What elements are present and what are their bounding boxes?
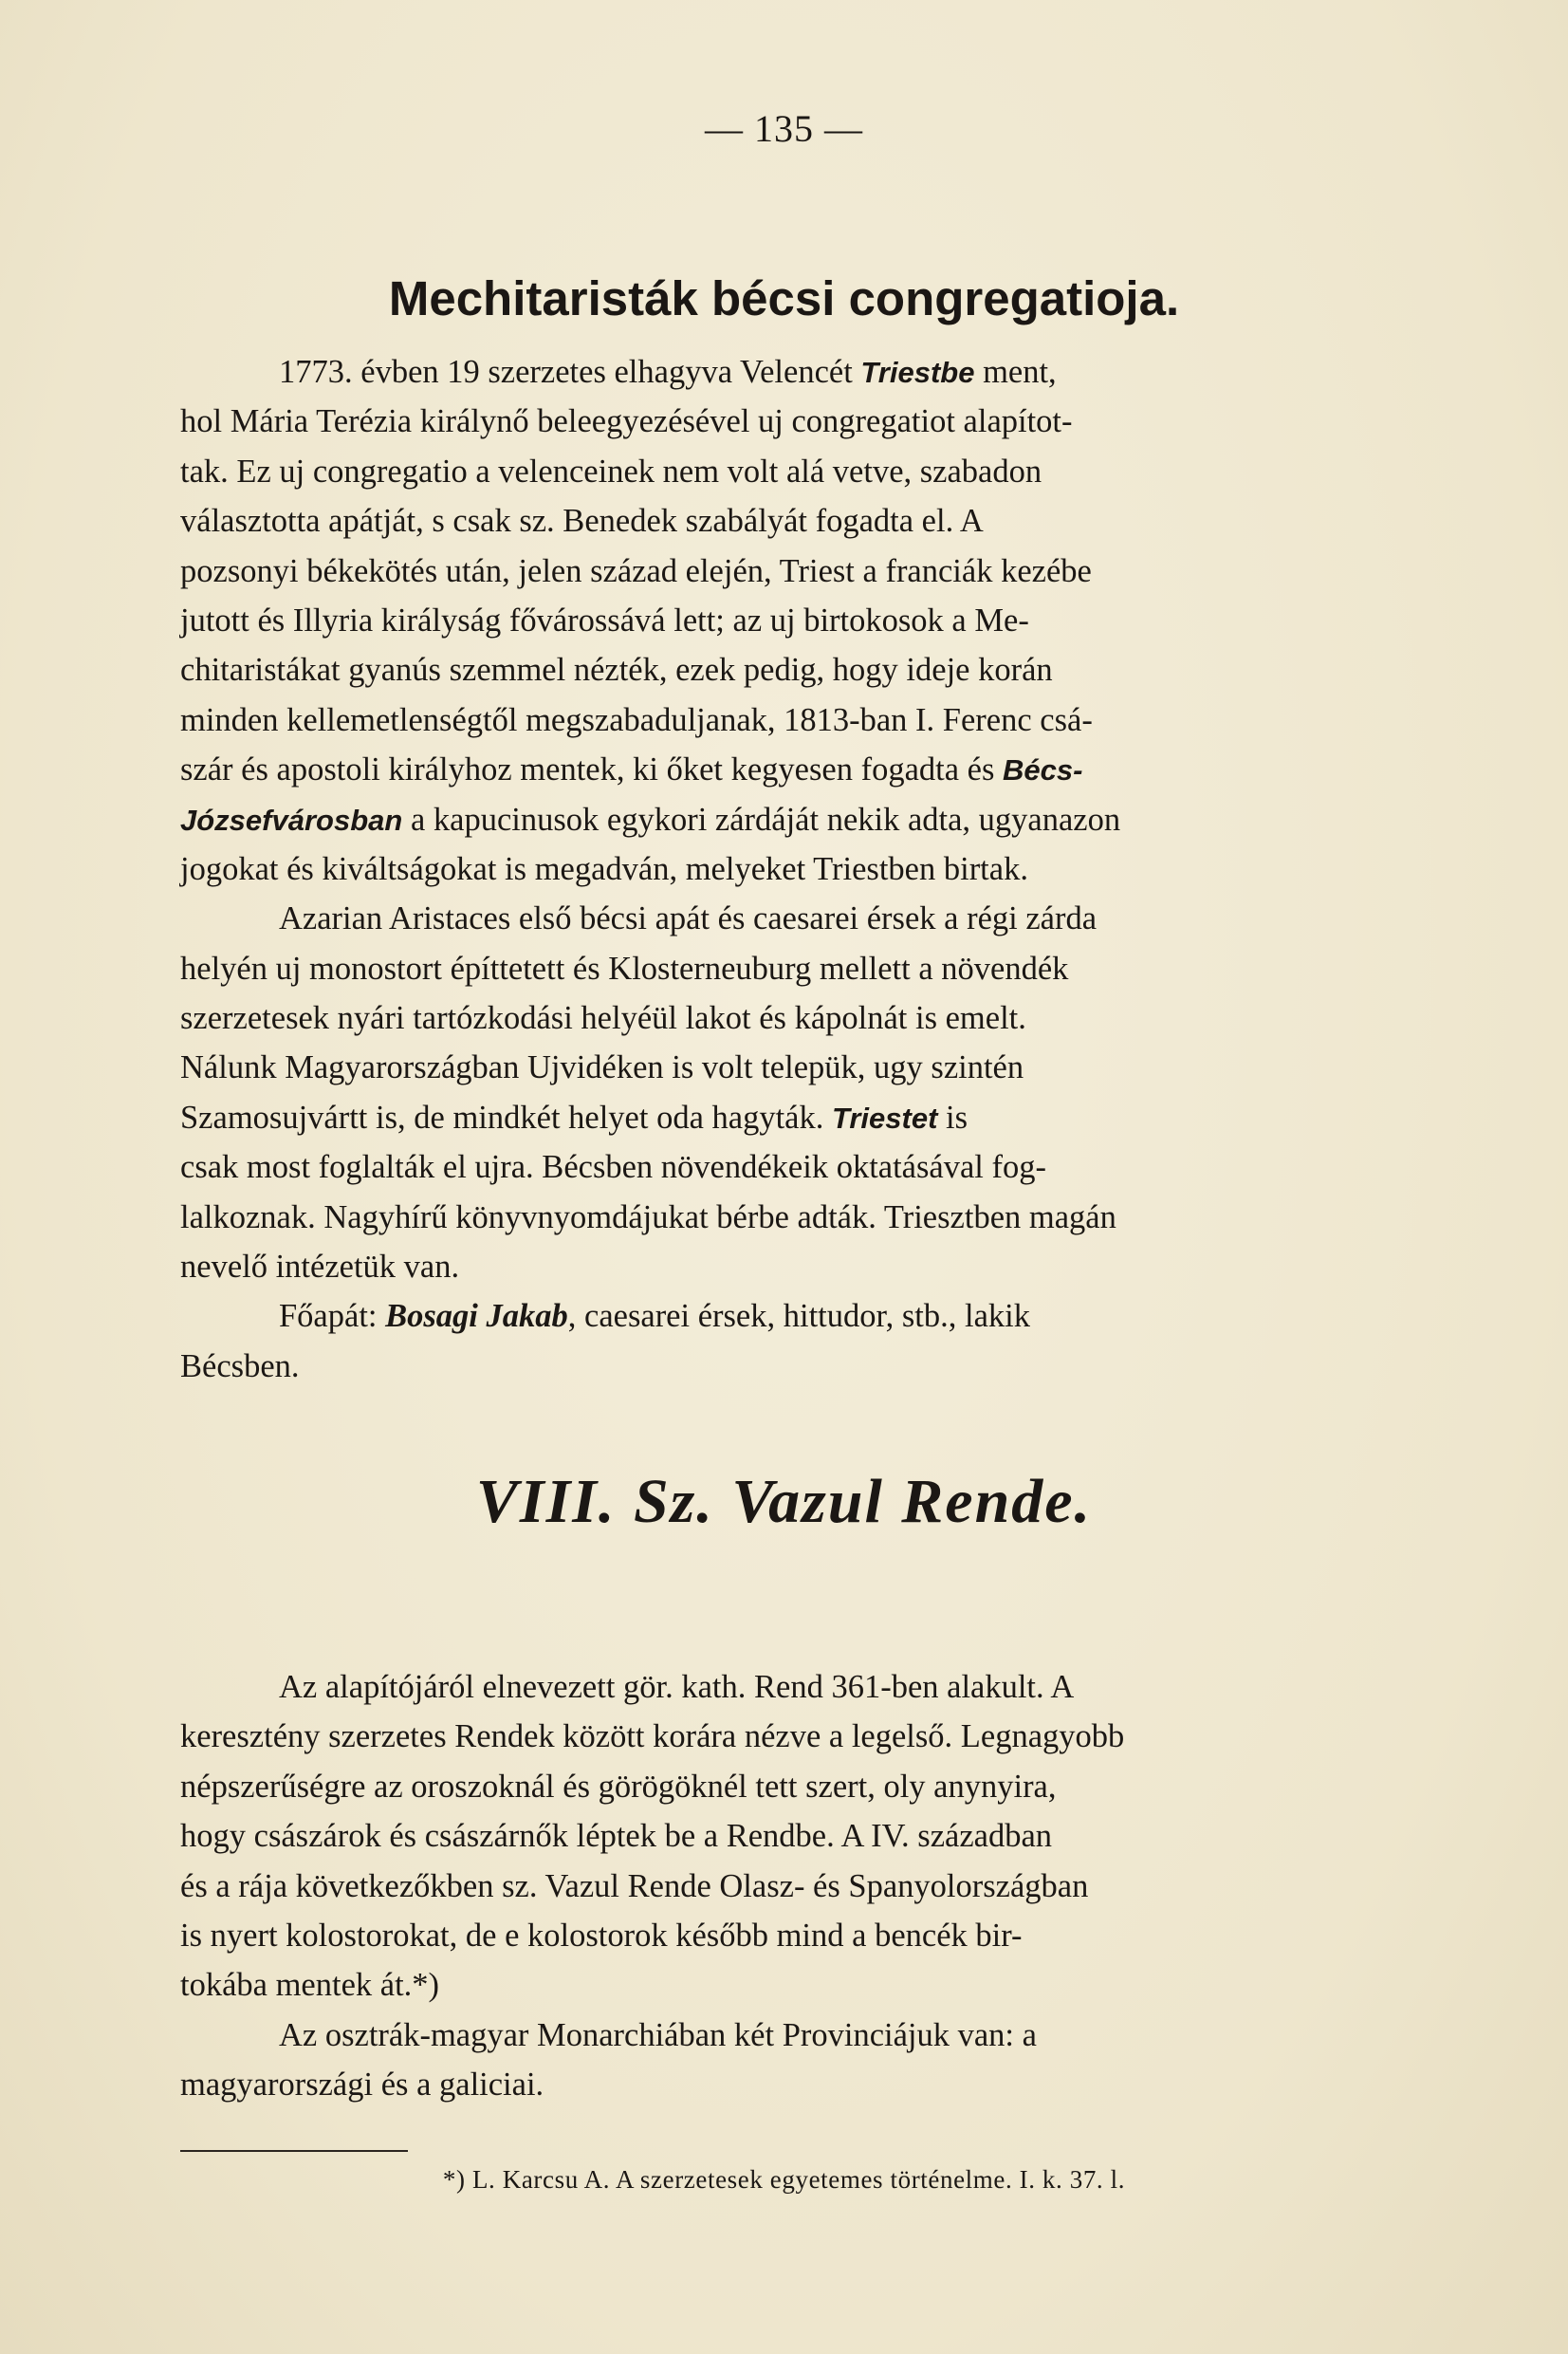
text-run: Nálunk Magyarországban Ujvidéken is volt telepük, ugy szintén [180,1049,1024,1086]
text-line [180,645,1381,695]
text-line [180,1342,1381,1391]
text-line [180,1142,1381,1192]
text-line [180,347,1381,397]
text-run: tokába mentek át.*) [180,1967,440,2004]
text-run: szerzetesek nyári tartózkodási helyéül lakot és kápolnát is emelt. [180,1000,1026,1037]
text-run: nevelő intézetük van. [180,1249,460,1286]
text-run: a kapucinusok egykori zárdáját nekik adta, ugyanazon [402,801,1121,838]
text-line [180,894,1381,943]
emphasized-place-name: Triestbe [860,356,975,389]
text-line [180,1712,1381,1761]
text-run: helyén uj monostort építtetett és Klosterneuburg mellett a növendék [180,950,1069,987]
emphasized-place-name: Bécs- [1003,753,1083,788]
text-run: Szamosujvártt is, de mindkét helyet oda hagyták. [180,1099,832,1136]
text-run: szár és apostoli királyhoz mentek, ki őket kegyesen fogadta és [180,751,1004,788]
text-line [180,695,1381,745]
text-run: , caesarei érsek, hittudor, stb., lakik [567,1298,1030,1335]
text-line [180,1862,1381,1911]
text-run: is nyert kolostorokat, de e kolostorok később mind a bencék bir- [180,1917,1023,1954]
emphasized-person-name: Bosagi Jakab [385,1298,568,1335]
section-body-basilian-order [180,1662,1381,2110]
text-run: népszerűségre az oroszoknál és görögöknél tett szert, oly anynyira, [180,1768,1057,1805]
text-run: és a rája következőkben sz. Vazul Rende Olasz- és Spanyolországban [180,1867,1089,1904]
text-run: magyarországi és a galiciai. [180,2067,544,2104]
text-line [180,1762,1381,1811]
section-body-mechitarists [180,347,1381,1391]
text-run: tak. Ez uj congregatio a velenceinek nem volt alá vetve, szabadon [180,453,1042,490]
text-line [180,944,1381,993]
footnote: *) L. Karcsu A. A szerzetesek egyetemes történelme. I. k. 37. l. [442,2165,1126,2194]
text-run: Az osztrák-magyar Monarchiában két Provinciájuk van: a [279,2016,1037,2053]
text-run: hogy császárok és császárnők léptek be a Rendbe. A IV. században [180,1818,1053,1855]
text-run: Bécsben. [180,1347,300,1384]
text-run: pozsonyi békekötés után, jelen század elején, Triest a franciák kezébe [180,552,1092,589]
emphasized-place-name: Józsefvárosban [180,803,403,837]
emphasized-place-name: Triestet [831,1101,938,1135]
text-run: csak most foglalták el ujra. Bécsben növendékeik oktatásával fog- [180,1149,1046,1186]
text-line [180,596,1381,645]
text-line [180,496,1381,546]
text-line [180,795,1381,844]
text-line [180,397,1381,446]
text-line [180,745,1381,794]
text-run: hol Mária Terézia királynő beleegyezésével uj congregatiot alapítot- [180,403,1073,440]
section-title-basilian-order: VIII. Sz. Vazul Rende. [475,1467,1093,1536]
text-run: Azarian Aristaces első bécsi apát és caesarei érsek a régi zárda [279,900,1098,937]
text-line [180,1960,1381,2010]
text-line [180,993,1381,1043]
text-line [180,1811,1381,1861]
text-line [180,547,1381,596]
text-line [180,1093,1381,1142]
text-run: Főapát: [279,1298,386,1335]
text-line [180,1911,1381,1960]
text-line [180,2060,1381,2109]
text-run: jogokat és kiváltságokat is megadván, melyeket Triestben birtak. [180,850,1028,887]
text-run: chitaristákat gyanús szemmel nézték, ezek pedig, hogy ideje korán [180,652,1053,689]
text-run: ment, [974,354,1057,390]
text-run: is [937,1099,968,1136]
footnote-divider [180,2150,408,2152]
text-line [180,844,1381,894]
text-run: választotta apátját, s csak sz. Benedek szabályát fogadta el. A [180,503,984,540]
section-title-mechitarists: Mechitaristák bécsi congregatioja. [388,271,1180,325]
text-line [180,447,1381,496]
text-line [180,1043,1381,1092]
text-run: 1773. évben 19 szerzetes elhagyva Velencét [279,354,861,390]
text-run: Az alapítójáról elnevezett gör. kath. Rend 361-ben alakult. A [279,1669,1075,1705]
page-number: — 135 — [705,107,863,150]
text-line [180,1242,1381,1291]
text-run: keresztény szerzetes Rendek között korára nézve a legelső. Legnagyobb [180,1718,1125,1755]
text-run: jutott és Illyria királyság fővárossává lett; az uj birtokosok a Me- [180,602,1029,639]
text-line [180,1193,1381,1242]
text-line [180,1662,1381,1712]
text-line [180,2011,1381,2060]
text-line [180,1291,1381,1341]
text-run: minden kellemetlenségtől megszabaduljanak, 1813-ban I. Ferenc csá- [180,701,1093,738]
text-run: lalkoznak. Nagyhírű könyvnyomdájukat bérbe adták. Triesztben magán [180,1198,1116,1235]
